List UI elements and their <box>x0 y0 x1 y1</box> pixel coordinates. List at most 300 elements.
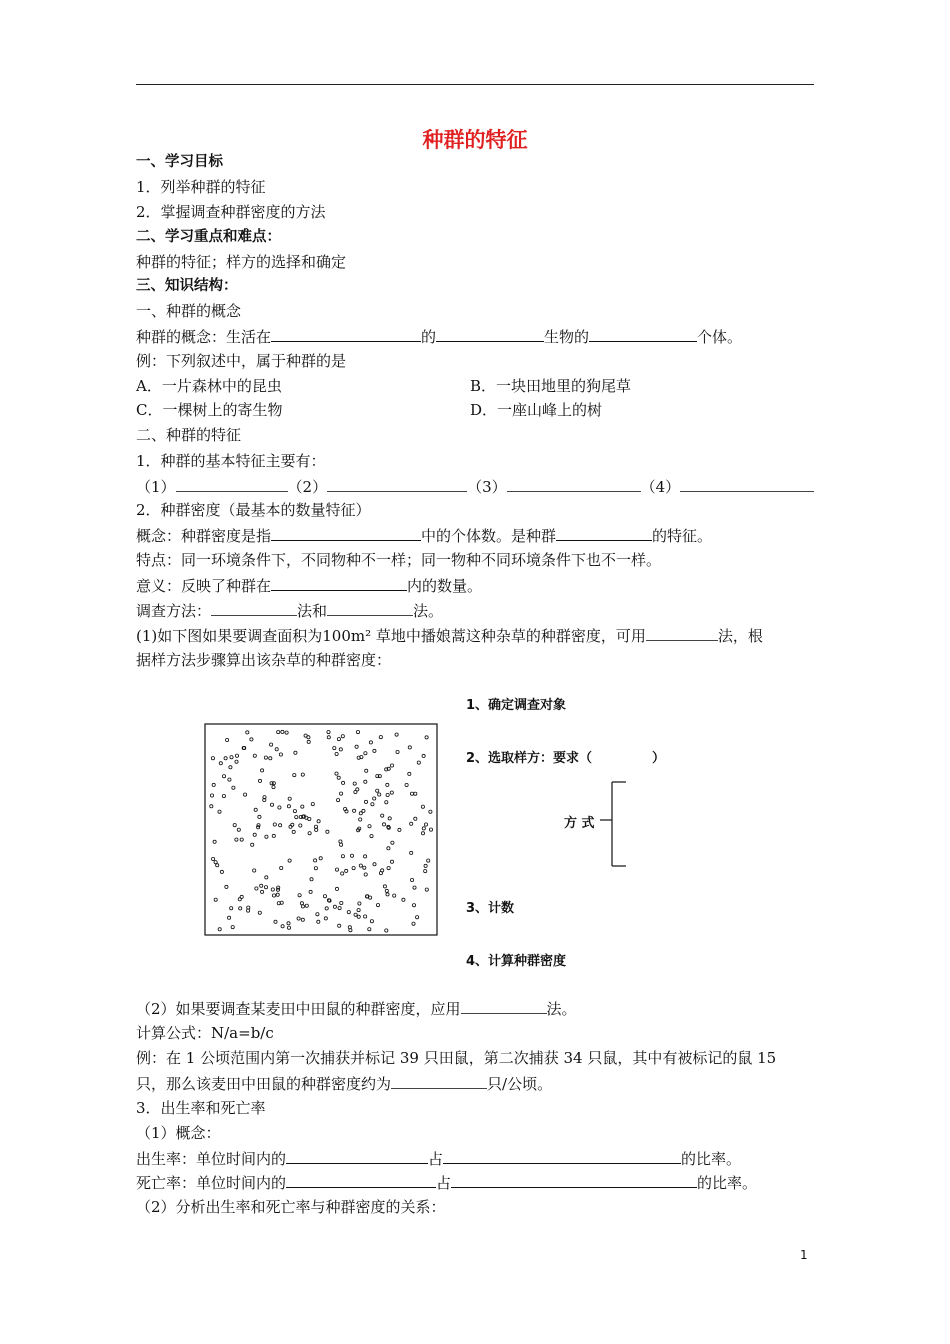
weed-dot <box>253 754 256 757</box>
weed-dot <box>395 733 398 736</box>
plot-boundary <box>205 724 437 935</box>
weed-dot <box>386 893 389 896</box>
density-concept-b: 中的个体数。是种群 <box>421 527 557 545</box>
death-a: 死亡率：单位时间内的 <box>136 1174 287 1192</box>
weed-dot <box>421 805 424 808</box>
weed-dot <box>292 830 295 833</box>
weed-dot <box>325 907 328 910</box>
weed-dot <box>210 805 213 808</box>
method-blank-2[interactable] <box>327 600 413 616</box>
weed-dot <box>216 864 219 867</box>
density-blank-1[interactable] <box>271 525 421 541</box>
weed-dot <box>405 783 408 786</box>
def-part-b: 的 <box>421 328 437 346</box>
weed-dot <box>271 888 274 891</box>
weed-dot <box>327 736 330 739</box>
ex2-text-a: 只，那么该麦田中田鼠的种群密度约为 <box>136 1075 392 1093</box>
weed-dot <box>226 738 229 741</box>
weed-dot <box>298 894 301 897</box>
survey-methods <box>136 600 443 621</box>
weed-dot <box>381 814 384 817</box>
weed-dot <box>425 888 428 891</box>
weed-dot <box>311 803 314 806</box>
weed-dot <box>222 775 225 778</box>
weed-dot <box>265 835 268 838</box>
weed-dot <box>310 878 313 881</box>
q1-blank[interactable] <box>646 625 718 641</box>
weed-dot <box>220 870 223 873</box>
weed-dot <box>337 776 340 779</box>
weed-dot <box>280 866 283 869</box>
weed-dot <box>317 820 320 823</box>
weed-dot <box>388 817 391 820</box>
weed-dot <box>301 773 304 776</box>
weed-dot <box>340 843 343 846</box>
weed-dot <box>254 808 257 811</box>
weed-dot <box>408 746 411 749</box>
weed-dot <box>416 916 419 919</box>
weed-dot <box>299 824 302 827</box>
weed-dot <box>337 738 340 741</box>
weed-dot <box>229 766 232 769</box>
weed-dot <box>276 888 279 891</box>
weed-dot <box>412 922 415 925</box>
weed-dot <box>390 764 393 767</box>
weed-dot <box>293 774 296 777</box>
weed-dot <box>258 779 261 782</box>
goal-1: 1．列举种群的特征 <box>136 178 266 196</box>
weed-dot <box>301 918 304 921</box>
weed-dot <box>396 750 399 753</box>
weed-dot <box>391 841 394 844</box>
weed-dot <box>390 791 393 794</box>
weed-dot <box>355 745 358 748</box>
weed-dot <box>338 924 341 927</box>
weed-dot <box>228 916 231 919</box>
weed-dot <box>272 834 275 837</box>
weed-dot <box>246 731 249 734</box>
weed-dot <box>412 904 415 907</box>
weed-dot <box>279 753 282 756</box>
features-heading: 二、种群的特征 <box>136 426 242 444</box>
weed-dot <box>261 769 264 772</box>
weed-dot <box>276 893 279 896</box>
weed-dot <box>293 810 296 813</box>
weed-dot <box>386 783 389 786</box>
weed-dots <box>210 730 433 932</box>
weed-dot <box>339 840 342 843</box>
weed-dot <box>364 873 367 876</box>
weed-dot <box>370 835 373 838</box>
weed-dot <box>264 886 267 889</box>
weed-dot <box>274 920 277 923</box>
birth-c: 的比率。 <box>681 1150 742 1168</box>
weed-dot <box>233 824 236 827</box>
weed-dot <box>376 789 379 792</box>
weed-dot <box>301 905 304 908</box>
weed-dot <box>402 898 405 901</box>
weed-dot <box>413 886 416 889</box>
weed-dot <box>333 747 336 750</box>
weed-dot <box>387 847 390 850</box>
weed-dot <box>324 917 327 920</box>
weed-dot <box>291 823 294 826</box>
step-4: 4、计算种群密度 <box>466 954 567 969</box>
page-number: 1 <box>800 1248 808 1262</box>
weed-dot <box>341 855 344 858</box>
feature-blank-1[interactable] <box>176 476 288 492</box>
weed-dot <box>273 823 276 826</box>
method-blank-1[interactable] <box>211 600 297 616</box>
weed-dot <box>363 866 366 869</box>
weed-dot <box>275 748 278 751</box>
weed-dot <box>287 926 290 929</box>
option-c: C．一棵树上的寄生物 <box>136 401 283 419</box>
ex2-text-b: 只/公顷。 <box>487 1075 553 1093</box>
weed-dot <box>224 757 227 760</box>
weed-dot <box>385 929 388 932</box>
birth-blank-1[interactable] <box>286 1148 428 1164</box>
weed-dot <box>386 793 389 796</box>
weed-dot <box>255 887 258 890</box>
weed-dot <box>342 781 345 784</box>
step-2-text: 2、选取样方：要求（ <box>466 751 593 766</box>
section-structure-heading: 三、知识结构： <box>136 278 238 294</box>
weed-dot <box>350 854 353 857</box>
def-part-d: 个体。 <box>697 328 743 346</box>
example-line-2 <box>136 1073 552 1094</box>
weed-dot <box>335 752 338 755</box>
weed-dot <box>364 855 367 858</box>
weed-dot <box>323 895 326 898</box>
weed-dot <box>341 735 344 738</box>
weed-dot <box>260 884 263 887</box>
feature-blanks-row <box>136 476 814 497</box>
weed-dot <box>301 805 304 808</box>
sampling-plot-figure <box>204 723 440 938</box>
density-heading: 2．种群密度（最基本的数量特征） <box>136 501 371 519</box>
weed-dot <box>257 826 260 829</box>
weed-dot <box>398 828 401 831</box>
feature-blank-4[interactable] <box>680 476 814 492</box>
example-line-1: 例：在 1 公顷范围内第一次捕获并标记 39 只田鼠，第二次捕获 34 只鼠，其中有被标记的鼠 15 <box>136 1049 777 1067</box>
weed-dot <box>364 780 367 783</box>
example-question: 例：下列叙述中，属于种群的是 <box>136 352 347 370</box>
density-blank-2[interactable] <box>556 525 652 541</box>
num-1: （1） <box>136 478 176 496</box>
weed-dot <box>317 920 320 923</box>
weed-dot <box>368 825 371 828</box>
birth-b: 占 <box>428 1150 444 1168</box>
weed-dot <box>237 828 240 831</box>
weed-dot <box>385 889 388 892</box>
weed-dot <box>370 920 373 923</box>
weed-dot <box>218 810 221 813</box>
weed-dot <box>251 843 254 846</box>
focus-text: 种群的特征；样方的选择和确定 <box>136 253 347 271</box>
weed-dot <box>279 824 282 827</box>
death-b: 占 <box>436 1174 452 1192</box>
meaning-a: 意义：反映了种群在 <box>136 577 272 595</box>
weed-dot <box>371 803 374 806</box>
weed-dot <box>213 840 216 843</box>
weed-dot <box>410 851 413 854</box>
weed-dot <box>369 741 372 744</box>
weed-dot <box>212 857 215 860</box>
weed-dot <box>353 809 356 812</box>
birth-a: 出生率：单位时间内的 <box>136 1150 287 1168</box>
option-row-2 <box>136 400 603 420</box>
weed-dot <box>211 757 214 760</box>
weed-dot <box>309 890 312 893</box>
q2-blank[interactable] <box>461 998 547 1014</box>
weed-dot <box>326 830 329 833</box>
weed-dot <box>225 885 228 888</box>
weed-dot <box>340 901 343 904</box>
num-3: （3） <box>467 478 507 496</box>
step-2-close: ） <box>652 751 666 766</box>
weed-dot <box>258 815 261 818</box>
blank-2[interactable] <box>436 326 544 342</box>
weed-dot <box>230 907 233 910</box>
weed-dot <box>364 800 367 803</box>
weed-dot <box>307 736 310 739</box>
weed-dot <box>411 878 414 881</box>
step-2 <box>466 747 665 766</box>
step-3: 3、计数 <box>466 901 515 916</box>
weed-dot <box>333 905 336 908</box>
weed-dot <box>365 769 368 772</box>
weed-dot <box>218 928 221 931</box>
density-concept-c: 的特征。 <box>652 527 713 545</box>
weed-dot <box>305 904 308 907</box>
weed-dot <box>382 823 385 826</box>
analysis-line: （2）分析出生率和死亡率与种群密度的关系： <box>136 1198 446 1216</box>
weed-dot <box>294 751 297 754</box>
weed-dot <box>341 872 344 875</box>
num-4: （4） <box>640 478 681 496</box>
weed-dot <box>270 743 273 746</box>
weed-dot <box>239 907 242 910</box>
birth-rate-line <box>136 1148 741 1169</box>
concept-label: （1）概念： <box>136 1124 221 1142</box>
weed-dot <box>244 793 247 796</box>
weed-dot <box>235 754 238 757</box>
weed-dot <box>417 761 420 764</box>
q1-text-b: 法，根 <box>717 627 763 645</box>
weed-dot <box>278 806 281 809</box>
weed-dot <box>335 772 338 775</box>
weed-dot <box>379 736 382 739</box>
weed-dot <box>359 812 362 815</box>
weed-dot <box>368 928 371 931</box>
weed-dot <box>358 902 361 905</box>
weed-dot <box>288 797 291 800</box>
concept-definition <box>136 326 742 347</box>
weed-dot <box>285 731 288 734</box>
weed-dot <box>288 859 291 862</box>
weed-dot <box>277 731 280 734</box>
q2-text-b: 法。 <box>546 1000 577 1018</box>
weed-dot <box>314 867 317 870</box>
weed-dot <box>357 915 360 918</box>
weed-dot <box>314 859 317 862</box>
weed-dot <box>222 795 225 798</box>
weed-dot <box>373 863 376 866</box>
weed-dot <box>393 894 396 897</box>
weed-dot <box>381 869 384 872</box>
weed-dot <box>297 917 300 920</box>
survey-b: 法和 <box>297 602 328 620</box>
weed-dot <box>287 922 290 925</box>
weed-dot <box>335 868 338 871</box>
weed-dot <box>378 793 381 796</box>
weed-dot <box>270 803 273 806</box>
weed-dot <box>383 885 386 888</box>
mode-label: 方 式 <box>564 816 595 831</box>
weed-dot <box>250 738 253 741</box>
weed-dot <box>408 772 411 775</box>
weed-dot <box>354 913 357 916</box>
page-title: 种群的特征 <box>422 128 528 152</box>
weed-dot <box>316 913 319 916</box>
density-answer-blank[interactable] <box>391 1073 487 1089</box>
weed-dot <box>376 904 379 907</box>
weed-dot <box>414 817 417 820</box>
weed-dot <box>357 909 360 912</box>
weed-dot <box>364 915 367 918</box>
weed-dot <box>295 816 298 819</box>
weed-dot <box>214 861 217 864</box>
weed-dot <box>319 857 322 860</box>
weed-dot <box>308 817 311 820</box>
weed-dot <box>265 876 268 879</box>
weed-dot <box>340 792 343 795</box>
birth-blank-2[interactable] <box>443 1148 681 1164</box>
weed-dot <box>347 911 350 914</box>
question-1-line-1 <box>136 625 763 646</box>
weed-dot <box>410 792 413 795</box>
num-2: （2） <box>287 478 328 496</box>
weed-dot <box>356 788 359 791</box>
weed-dot <box>269 757 272 760</box>
basic-features: 1．种群的基本特征主要有： <box>136 452 326 470</box>
weed-dot <box>356 731 359 734</box>
death-c: 的比率。 <box>697 1174 758 1192</box>
weed-dot <box>422 754 425 757</box>
weed-dot <box>240 895 243 898</box>
weed-dot <box>219 762 222 765</box>
weed-dot <box>359 818 362 821</box>
weed-dot <box>427 859 430 862</box>
weed-dot <box>287 805 290 808</box>
q1-text-a: (1)如下图如果要调查面积为100m² 草地中播娘蒿这种杂草的种群密度，可用 <box>136 627 646 645</box>
weed-dot <box>212 783 215 786</box>
option-d: D．一座山峰上的树 <box>470 401 603 419</box>
weed-dot <box>429 810 432 813</box>
option-row-1 <box>136 376 632 396</box>
header-rule <box>136 84 814 85</box>
weed-dot <box>232 786 235 789</box>
option-a: A．一片森林中的昆虫 <box>136 377 282 395</box>
death-rate-line <box>136 1172 757 1193</box>
weed-dot <box>261 890 264 893</box>
density-concept-a: 概念：种群密度是指 <box>136 527 272 545</box>
death-blank-2[interactable] <box>451 1172 697 1188</box>
meaning-blank[interactable] <box>271 575 407 591</box>
formula: 计算公式：N/a=b/c <box>136 1024 274 1042</box>
weed-dot <box>314 825 317 828</box>
weed-dot <box>337 799 340 802</box>
weed-dot <box>352 867 355 870</box>
weed-dot <box>387 867 390 870</box>
weed-dot <box>338 907 341 910</box>
weed-dot <box>424 864 427 867</box>
weed-dot <box>335 887 338 890</box>
weed-dot <box>429 828 432 831</box>
blank-3[interactable] <box>589 326 697 342</box>
death-blank-1[interactable] <box>286 1172 436 1188</box>
weed-dot <box>272 786 275 789</box>
birth-death-heading: 3．出生率和死亡率 <box>136 1099 266 1117</box>
weed-dot <box>390 860 393 863</box>
weed-dot <box>214 898 217 901</box>
def-part-a: 种群的概念：生活在 <box>136 328 272 346</box>
weed-dot <box>253 869 256 872</box>
weed-dot <box>345 869 348 872</box>
feature-blank-2[interactable] <box>327 476 467 492</box>
question-2 <box>136 998 577 1019</box>
weed-dot <box>258 911 261 914</box>
weed-dot <box>410 822 413 825</box>
q2-text-a: （2）如果要调查某麦田中田鼠的种群密度，应用 <box>136 1000 461 1018</box>
weed-dot <box>353 782 356 785</box>
weed-dot <box>373 749 376 752</box>
weed-dot <box>281 730 284 733</box>
weed-dot <box>308 832 311 835</box>
def-part-c: 生物的 <box>544 328 590 346</box>
weed-dot <box>369 896 372 899</box>
weed-dot <box>228 778 231 781</box>
survey-a: 调查方法： <box>136 602 212 620</box>
weed-dot <box>240 838 243 841</box>
weed-dot <box>339 748 342 751</box>
goal-2: 2．掌握调查种群密度的方法 <box>136 203 326 221</box>
weed-dot <box>235 760 238 763</box>
weed-dot <box>424 823 427 826</box>
weed-dot <box>272 894 275 897</box>
section-goals-heading: 一、学习目标 <box>136 154 223 170</box>
weed-dot <box>364 752 367 755</box>
weed-dot <box>231 926 234 929</box>
weed-dot <box>327 731 330 734</box>
weed-dot <box>235 838 238 841</box>
section-focus-heading: 二、学习重点和难点： <box>136 229 281 245</box>
weed-dot <box>422 827 425 830</box>
weed-dot <box>253 833 256 836</box>
survey-c: 法。 <box>413 602 444 620</box>
mode-bracket <box>596 780 630 870</box>
step-1: 1、确定调查对象 <box>466 698 567 713</box>
feature-blank-3[interactable] <box>507 476 641 492</box>
option-b: B．一块田地里的狗尾草 <box>470 377 632 395</box>
density-concept <box>136 525 712 546</box>
blank-1[interactable] <box>271 326 421 342</box>
weed-dot <box>424 870 427 873</box>
weed-dot <box>414 792 417 795</box>
weed-dot <box>270 782 273 785</box>
weed-dot <box>359 864 362 867</box>
